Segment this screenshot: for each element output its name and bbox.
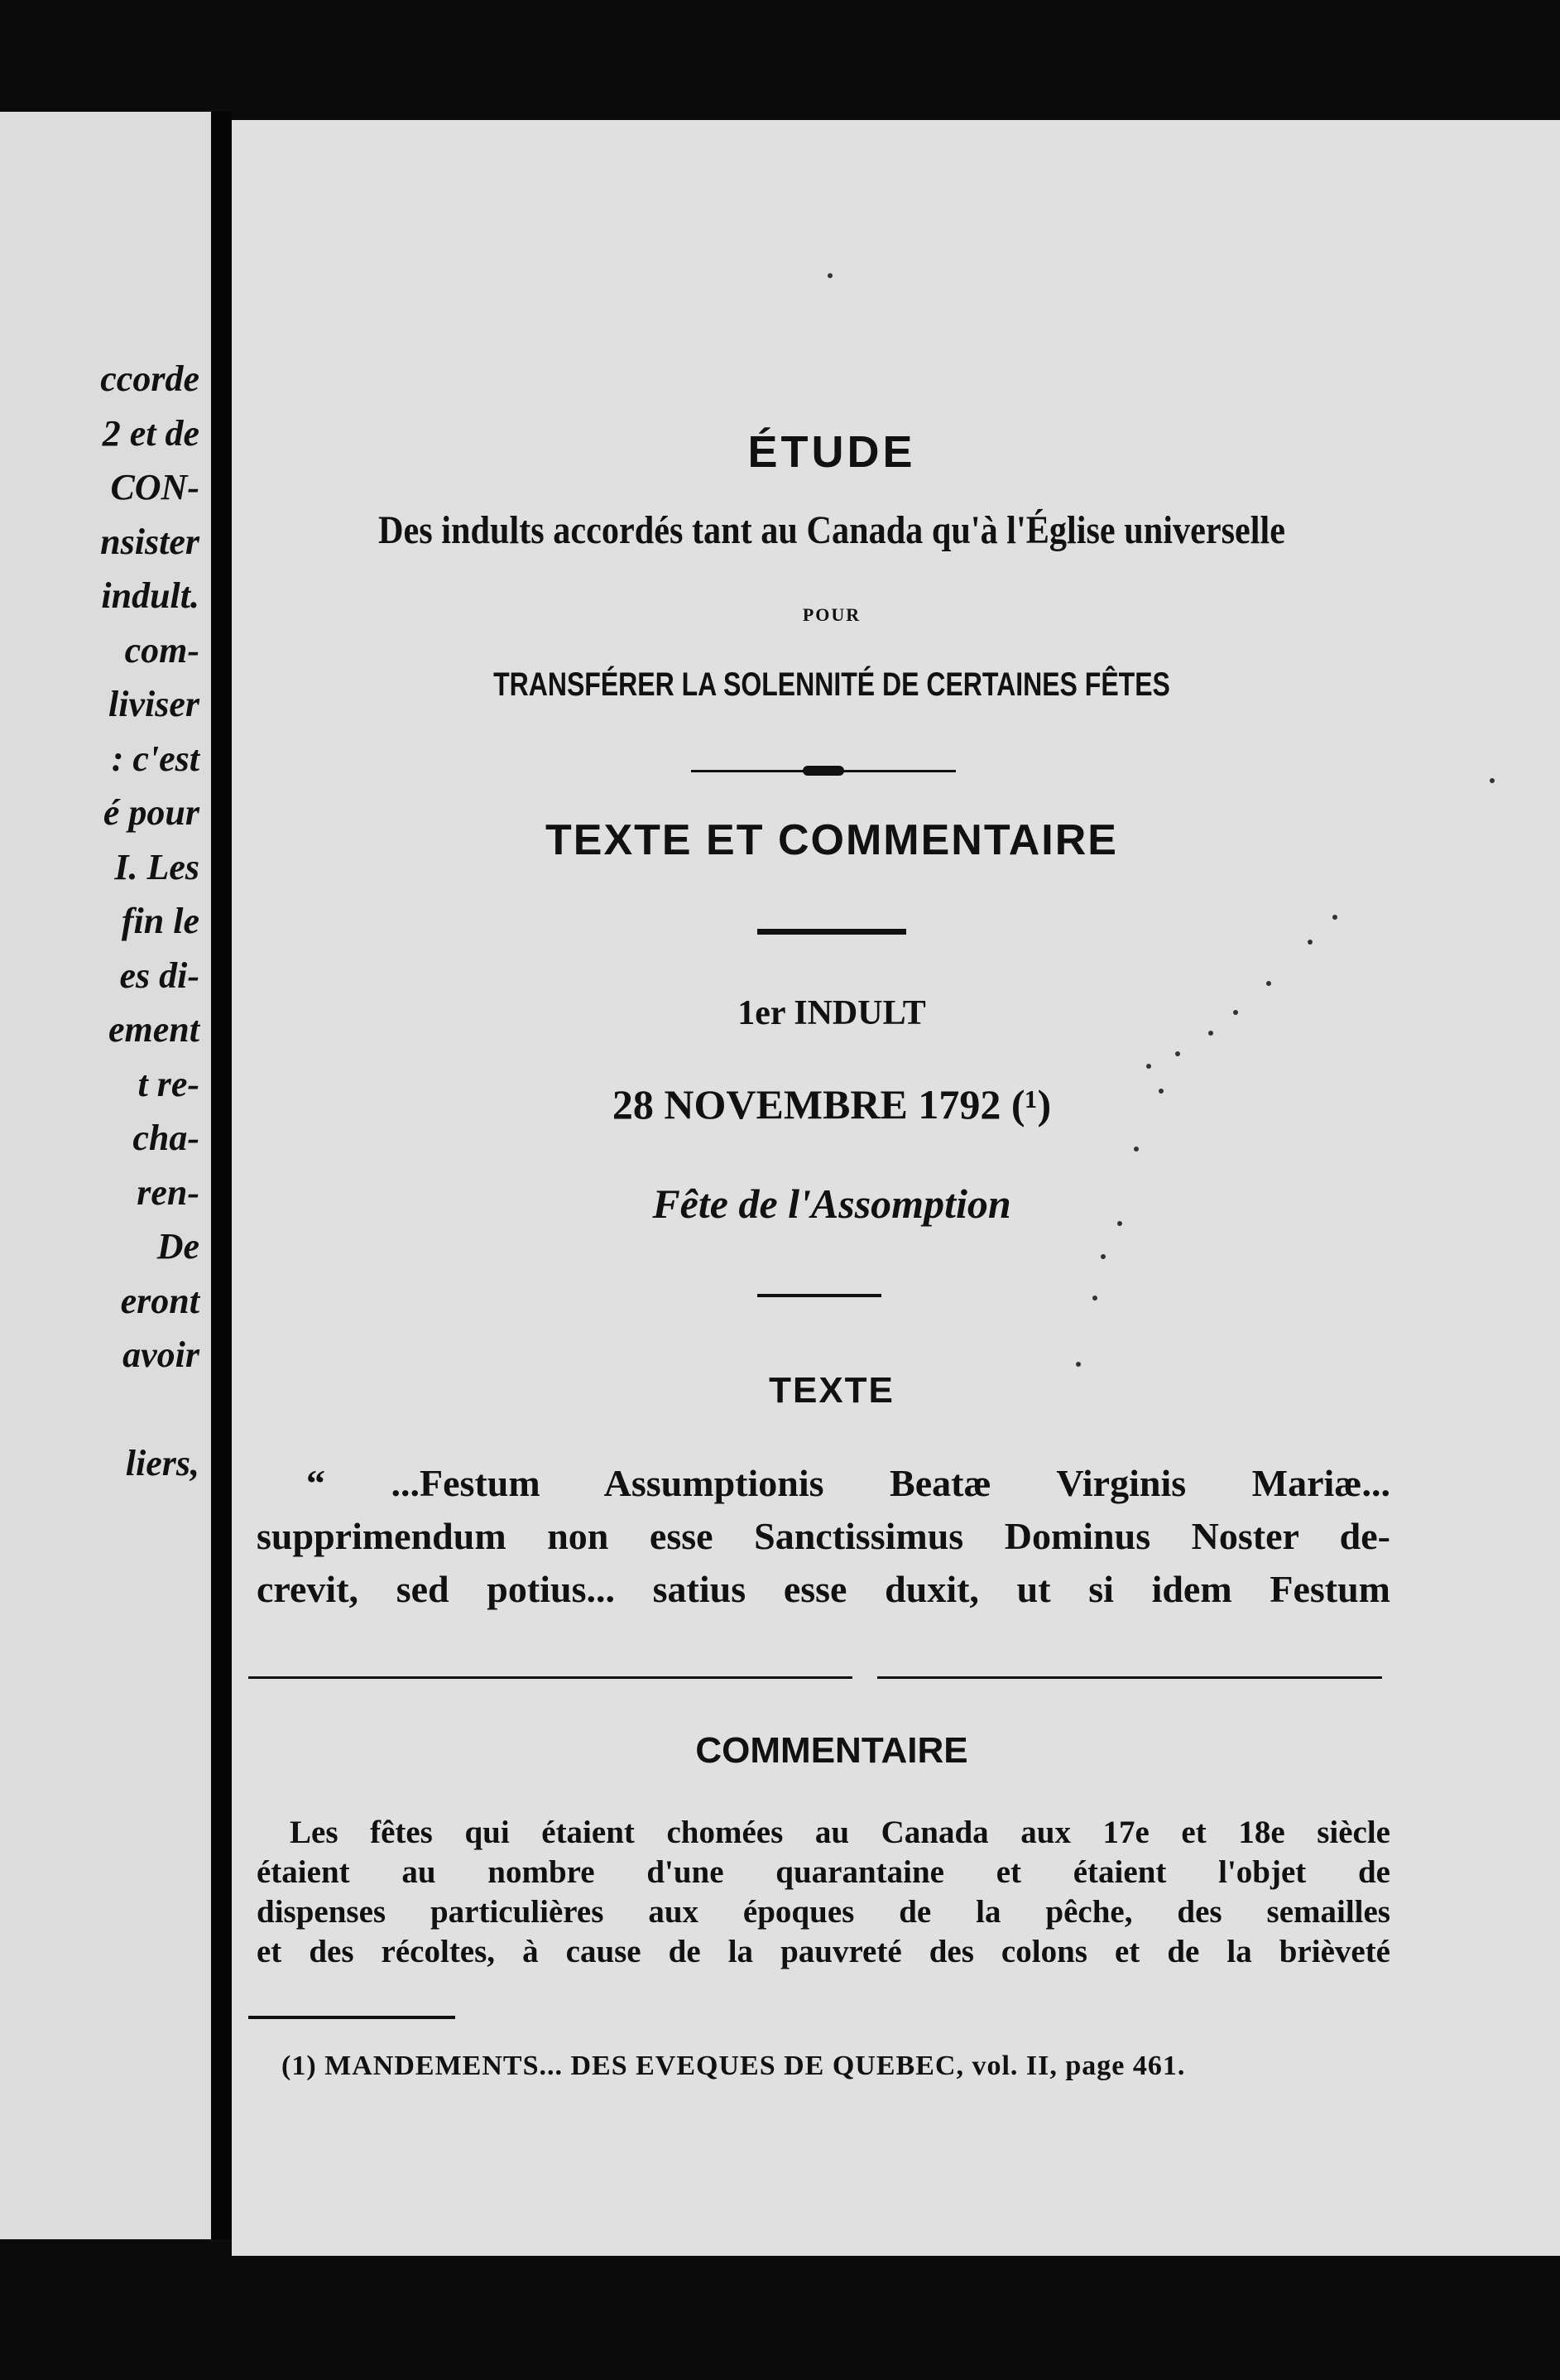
left-line: : c'est xyxy=(111,738,199,779)
page-break-rule xyxy=(877,1676,1382,1679)
commentaire-heading: COMMENTAIRE xyxy=(695,1730,968,1771)
subtitle: Des indults accordés tant au Canada qu'à l'Église universelle xyxy=(377,508,1285,552)
left-page-fragment xyxy=(0,112,211,2239)
left-line: I. Les xyxy=(114,846,199,887)
right-page xyxy=(232,120,1560,2256)
text-line: crevit, sed potius... satius esse duxit, ut si idem Festum xyxy=(257,1568,1390,1610)
text-line: dispenses particulières aux époques de la pêche, des semailles xyxy=(257,1894,1390,1930)
indult-date: 28 NOVEMBRE 1792 (¹) xyxy=(612,1081,1052,1127)
latin-text xyxy=(257,1457,1390,1616)
section-heading: TEXTE ET COMMENTAIRE xyxy=(545,816,1118,864)
left-line: es di- xyxy=(119,954,199,996)
text-line: “ ...Festum Assumptionis Beatæ Virginis Mariæ... xyxy=(306,1462,1390,1504)
left-line: avoir xyxy=(122,1334,199,1375)
left-line: 2 et de xyxy=(102,412,199,454)
feast-name: Fête de l'Assomption xyxy=(652,1180,1011,1227)
left-line: eront xyxy=(120,1280,199,1321)
left-page-text xyxy=(100,352,199,1491)
page-break-rule xyxy=(248,1676,852,1679)
indult-heading: 1er INDULT xyxy=(737,994,926,1032)
left-line: ccorde xyxy=(100,358,199,399)
footnote-rule xyxy=(248,2016,455,2019)
ornament-dot xyxy=(803,766,844,776)
divider-rule-small xyxy=(757,1294,881,1297)
commentary-text xyxy=(257,1813,1390,1972)
left-line xyxy=(100,1382,199,1437)
subtitle-transferer: TRANSFÉRER LA SOLENNITÉ DE CERTAINES FÊTES xyxy=(493,666,1170,703)
left-line: ren- xyxy=(137,1171,199,1213)
left-line: cha- xyxy=(132,1118,199,1158)
left-line: nsister xyxy=(100,521,199,562)
text-line: supprimendum non esse Sanctissimus Dominus Noster de- xyxy=(257,1515,1390,1557)
divider-rule xyxy=(757,929,906,935)
left-line: liers, xyxy=(125,1443,199,1483)
subtitle-pour: POUR xyxy=(802,604,862,625)
page-title: ÉTUDE xyxy=(747,427,916,477)
left-line: com- xyxy=(124,629,199,671)
text-line: étaient au nombre d'une quarantaine et étaient l'objet de xyxy=(257,1854,1390,1890)
left-line: CON- xyxy=(110,467,199,507)
texte-heading: TEXTE xyxy=(769,1370,895,1411)
footnote: (1) MANDEMENTS... DES EVEQUES DE QUEBEC, vol. II, page 461. xyxy=(281,2051,1186,2081)
text-line: Les fêtes qui étaient chomées au Canada aux 17e et 18e siècle xyxy=(290,1815,1390,1850)
book-gutter xyxy=(211,112,232,2239)
left-line: t re- xyxy=(137,1063,199,1104)
text-line: et des récoltes, à cause de la pauvreté des colons et de la brièveté xyxy=(257,1934,1390,1969)
left-line: liviser xyxy=(108,684,199,724)
left-line: De xyxy=(156,1226,199,1267)
left-line: é pour xyxy=(103,792,199,833)
left-line: fin le xyxy=(121,901,199,941)
left-line: ement xyxy=(108,1009,199,1050)
left-line: indult. xyxy=(101,575,199,616)
